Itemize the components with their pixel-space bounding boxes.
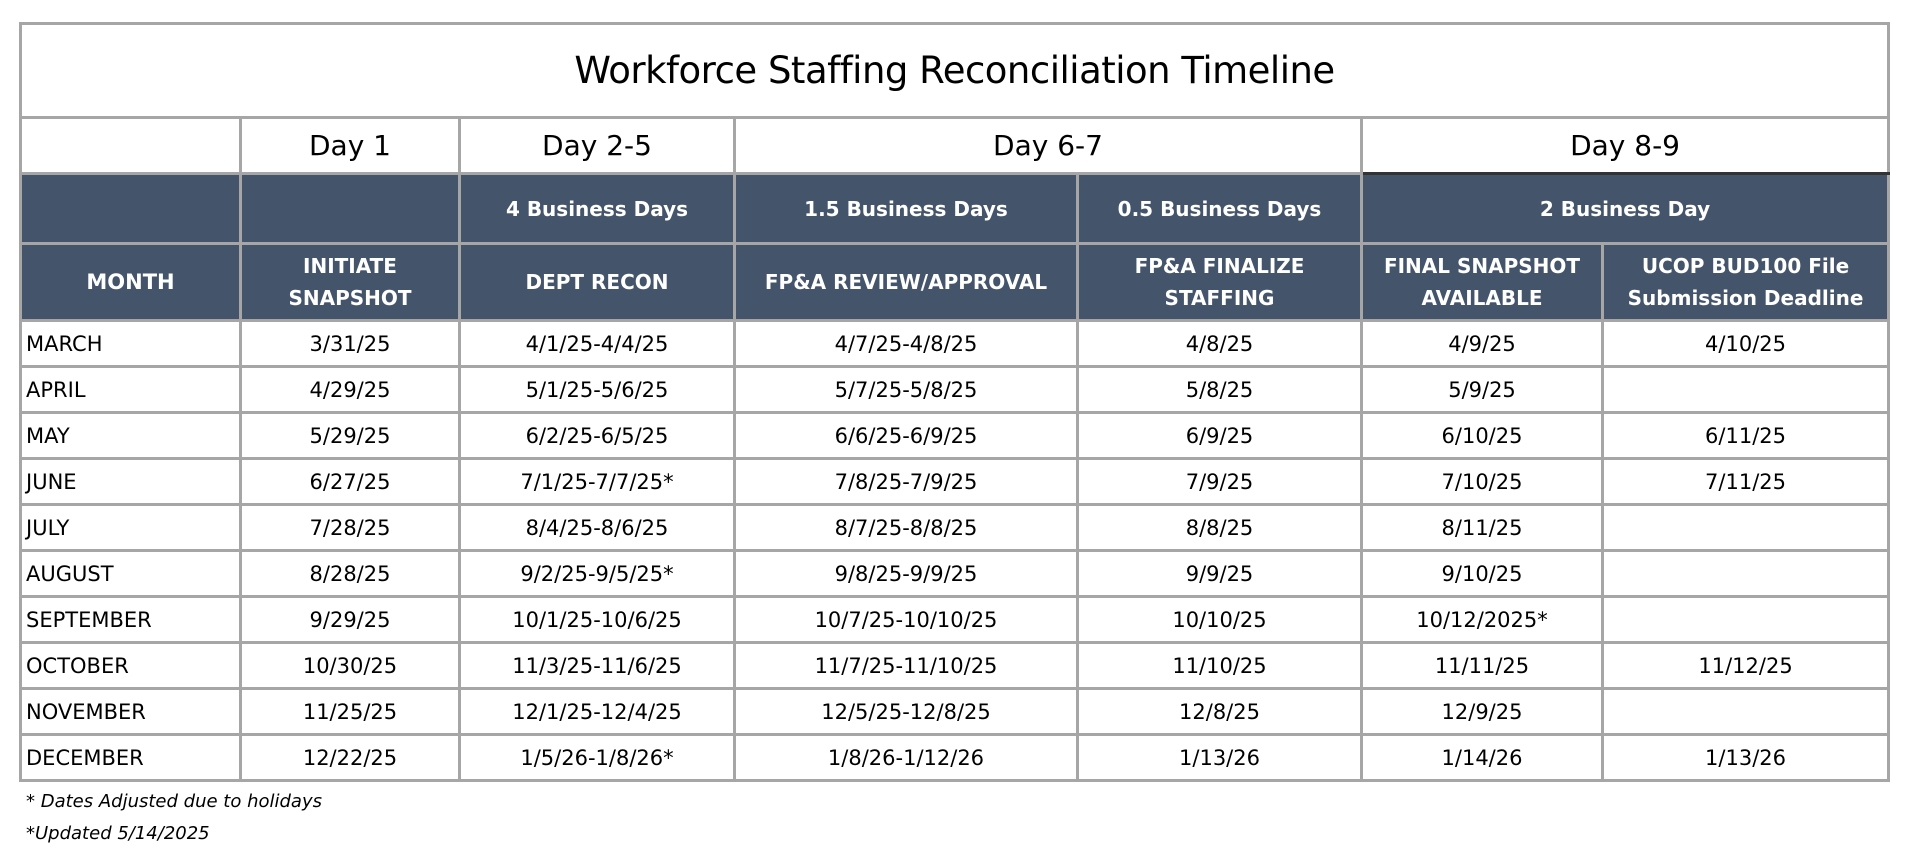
- review-approval-cell: 5/7/25-5/8/25: [735, 367, 1078, 413]
- day-blank-cell: [21, 118, 241, 174]
- business-days-dept-recon: 4 Business Days: [460, 174, 735, 244]
- column-header-ucop-line2: Submission Deadline: [1627, 286, 1864, 310]
- review-approval-cell: 12/5/25-12/8/25: [735, 689, 1078, 735]
- initiate-snapshot-cell: 8/28/25: [241, 551, 460, 597]
- column-header-initiate-snapshot: INITIATE SNAPSHOT: [241, 244, 460, 321]
- initiate-snapshot-cell: 4/29/25: [241, 367, 460, 413]
- final-snapshot-cell: 5/9/25: [1362, 367, 1603, 413]
- review-approval-cell: 9/8/25-9/9/25: [735, 551, 1078, 597]
- month-cell: DECEMBER: [21, 735, 241, 781]
- final-snapshot-cell: 6/10/25: [1362, 413, 1603, 459]
- table-row: [21, 551, 1889, 597]
- review-approval-cell: 4/7/25-4/8/25: [735, 321, 1078, 367]
- business-days-final: 2 Business Day: [1362, 174, 1889, 244]
- dept-recon-cell: 11/3/25-11/6/25: [460, 643, 735, 689]
- table-row: [21, 689, 1889, 735]
- column-header-ucop-deadline: [1603, 244, 1889, 321]
- ucop-deadline-cell: [1603, 367, 1889, 413]
- day-8-9-label: Day 8-9: [1362, 118, 1889, 174]
- table-row: [21, 597, 1889, 643]
- initiate-snapshot-cell: 6/27/25: [241, 459, 460, 505]
- month-cell: MAY: [21, 413, 241, 459]
- business-days-blank-1: [21, 174, 241, 244]
- review-approval-cell: 11/7/25-11/10/25: [735, 643, 1078, 689]
- timeline-table: [19, 22, 1890, 782]
- column-header-final-snapshot: [1362, 244, 1603, 321]
- column-header-finalize-staffing: FP&A FINALIZE STAFFING: [1078, 244, 1362, 321]
- dept-recon-cell: 5/1/25-5/6/25: [460, 367, 735, 413]
- business-days-blank-2: [241, 174, 460, 244]
- final-snapshot-cell: 8/11/25: [1362, 505, 1603, 551]
- initiate-snapshot-cell: 12/22/25: [241, 735, 460, 781]
- ucop-deadline-cell: 6/11/25: [1603, 413, 1889, 459]
- dept-recon-cell: 10/1/25-10/6/25: [460, 597, 735, 643]
- finalize-staffing-cell: 11/10/25: [1078, 643, 1362, 689]
- ucop-deadline-cell: [1603, 551, 1889, 597]
- finalize-staffing-cell: 8/8/25: [1078, 505, 1362, 551]
- ucop-deadline-cell: [1603, 597, 1889, 643]
- finalize-staffing-cell: 6/9/25: [1078, 413, 1362, 459]
- dept-recon-cell: 4/1/25-4/4/25: [460, 321, 735, 367]
- dept-recon-cell: 12/1/25-12/4/25: [460, 689, 735, 735]
- table-row: [21, 459, 1889, 505]
- footnotes: [26, 786, 322, 850]
- ucop-deadline-cell: 11/12/25: [1603, 643, 1889, 689]
- finalize-staffing-cell: 1/13/26: [1078, 735, 1362, 781]
- month-cell: APRIL: [21, 367, 241, 413]
- column-header-final-line2: AVAILABLE: [1421, 286, 1543, 310]
- initiate-snapshot-cell: 11/25/25: [241, 689, 460, 735]
- table-row: [21, 413, 1889, 459]
- initiate-snapshot-cell: 3/31/25: [241, 321, 460, 367]
- footnote-updated: *Updated 5/14/2025: [26, 823, 210, 844]
- review-approval-cell: 6/6/25-6/9/25: [735, 413, 1078, 459]
- review-approval-cell: 1/8/26-1/12/26: [735, 735, 1078, 781]
- finalize-staffing-cell: 12/8/25: [1078, 689, 1362, 735]
- column-header-ucop-line1: UCOP BUD100 File: [1641, 254, 1850, 278]
- dept-recon-cell: 1/5/26-1/8/26*: [460, 735, 735, 781]
- column-header-row: [21, 244, 1889, 321]
- final-snapshot-cell: 1/14/26: [1362, 735, 1603, 781]
- month-cell: OCTOBER: [21, 643, 241, 689]
- finalize-staffing-cell: 4/8/25: [1078, 321, 1362, 367]
- final-snapshot-cell: 10/12/2025*: [1362, 597, 1603, 643]
- ucop-deadline-cell: 4/10/25: [1603, 321, 1889, 367]
- column-header-review-approval: FP&A REVIEW/APPROVAL: [735, 244, 1078, 321]
- finalize-staffing-cell: 7/9/25: [1078, 459, 1362, 505]
- table-body: [21, 321, 1889, 781]
- final-snapshot-cell: 12/9/25: [1362, 689, 1603, 735]
- dept-recon-cell: 6/2/25-6/5/25: [460, 413, 735, 459]
- finalize-staffing-cell: 9/9/25: [1078, 551, 1362, 597]
- table-row: [21, 321, 1889, 367]
- month-cell: NOVEMBER: [21, 689, 241, 735]
- table-row: [21, 367, 1889, 413]
- initiate-snapshot-cell: 7/28/25: [241, 505, 460, 551]
- timeline-table-container: [19, 22, 1887, 782]
- final-snapshot-cell: 4/9/25: [1362, 321, 1603, 367]
- column-header-month: MONTH: [21, 244, 241, 321]
- dept-recon-cell: 7/1/25-7/7/25*: [460, 459, 735, 505]
- month-cell: MARCH: [21, 321, 241, 367]
- day-row: [21, 118, 1889, 174]
- final-snapshot-cell: 11/11/25: [1362, 643, 1603, 689]
- month-cell: JUNE: [21, 459, 241, 505]
- day-1-label: Day 1: [241, 118, 460, 174]
- day-6-7-label: Day 6-7: [735, 118, 1362, 174]
- month-cell: AUGUST: [21, 551, 241, 597]
- initiate-snapshot-cell: 5/29/25: [241, 413, 460, 459]
- ucop-deadline-cell: [1603, 689, 1889, 735]
- final-snapshot-cell: 9/10/25: [1362, 551, 1603, 597]
- initiate-snapshot-cell: 10/30/25: [241, 643, 460, 689]
- title-row: [21, 24, 1889, 118]
- footnote-holidays: * Dates Adjusted due to holidays: [26, 791, 322, 812]
- column-header-final-line1: FINAL SNAPSHOT: [1383, 254, 1581, 278]
- dept-recon-cell: 8/4/25-8/6/25: [460, 505, 735, 551]
- business-days-review: 1.5 Business Days: [735, 174, 1078, 244]
- finalize-staffing-cell: 10/10/25: [1078, 597, 1362, 643]
- day-2-5-label: Day 2-5: [460, 118, 735, 174]
- ucop-deadline-cell: [1603, 505, 1889, 551]
- review-approval-cell: 8/7/25-8/8/25: [735, 505, 1078, 551]
- table-row: [21, 505, 1889, 551]
- review-approval-cell: 10/7/25-10/10/25: [735, 597, 1078, 643]
- table-row: [21, 735, 1889, 781]
- review-approval-cell: 7/8/25-7/9/25: [735, 459, 1078, 505]
- dept-recon-cell: 9/2/25-9/5/25*: [460, 551, 735, 597]
- initiate-snapshot-cell: 9/29/25: [241, 597, 460, 643]
- month-cell: JULY: [21, 505, 241, 551]
- business-days-row: [21, 174, 1889, 244]
- final-snapshot-cell: 7/10/25: [1362, 459, 1603, 505]
- finalize-staffing-cell: 5/8/25: [1078, 367, 1362, 413]
- page-title: Workforce Staffing Reconciliation Timeline: [21, 24, 1889, 118]
- business-days-finalize: 0.5 Business Days: [1078, 174, 1362, 244]
- ucop-deadline-cell: 7/11/25: [1603, 459, 1889, 505]
- table-row: [21, 643, 1889, 689]
- column-header-dept-recon: DEPT RECON: [460, 244, 735, 321]
- month-cell: SEPTEMBER: [21, 597, 241, 643]
- ucop-deadline-cell: 1/13/26: [1603, 735, 1889, 781]
